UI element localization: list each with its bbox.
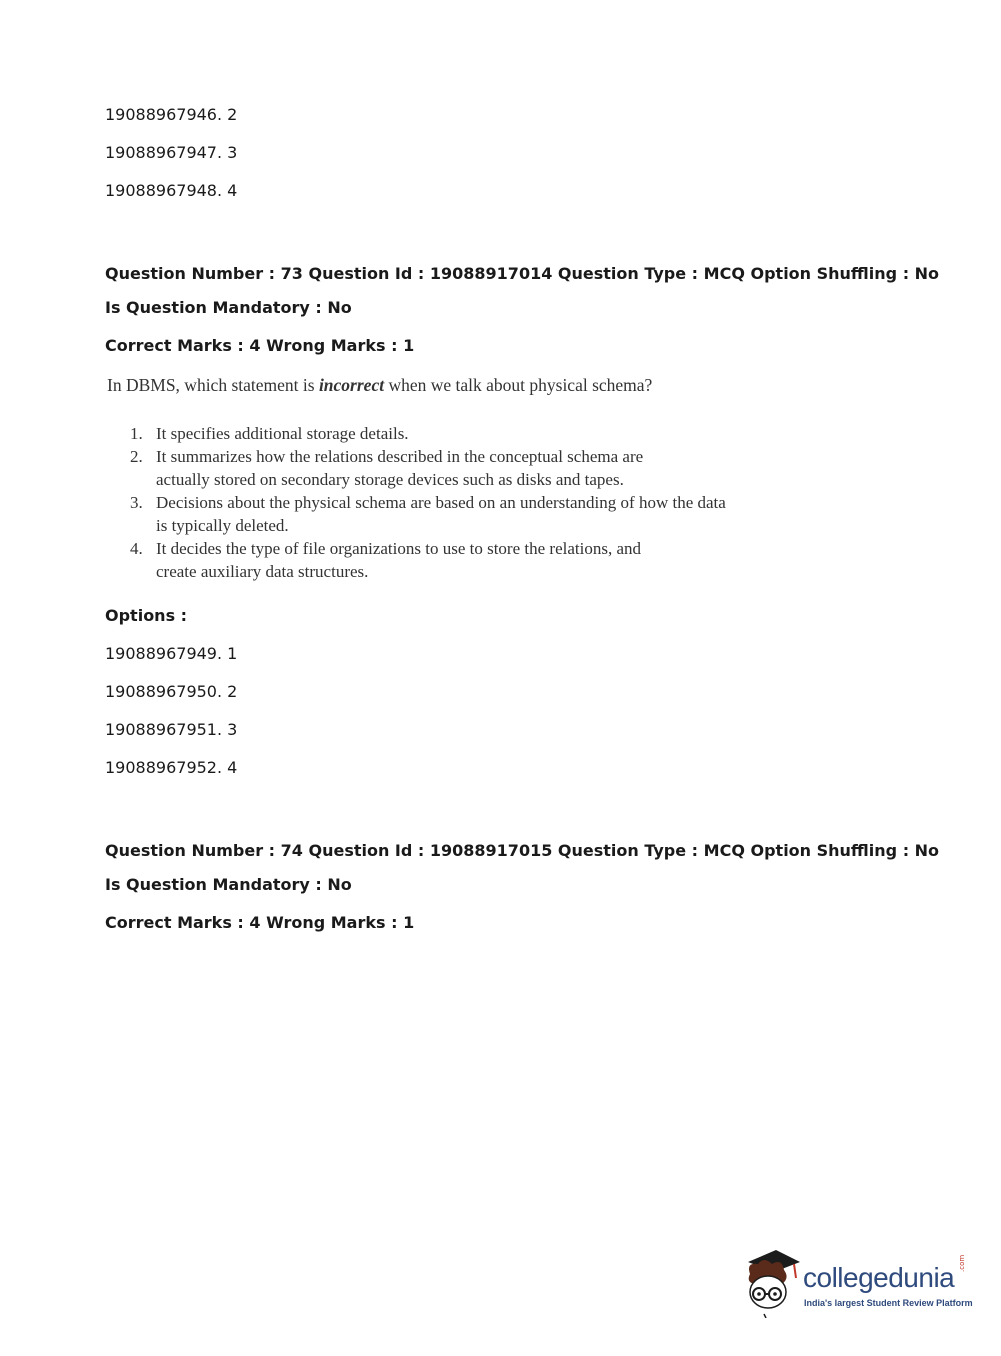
question-mandatory: Is Question Mandatory : No (105, 298, 352, 317)
statement-item: 1. It specifies additional storage details. (130, 424, 409, 443)
question-marks: Correct Marks : 4 Wrong Marks : 1 (105, 913, 415, 932)
question-stem: In DBMS, which statement is incorrect when we talk about physical schema? (107, 375, 653, 395)
option-line: 19088967949. 1 (105, 644, 238, 663)
option-line: 19088967947. 3 (105, 143, 238, 162)
question-header: Question Number : 73 Question Id : 19088917014 Question Type : MCQ Option Shuffling : No (105, 264, 940, 283)
question-header: Question Number : 74 Question Id : 19088917015 Question Type : MCQ Option Shuffling : No (105, 841, 940, 860)
statement-item: 4. It decides the type of file organizations to use to store the relations, and create auxiliary data structures. (130, 539, 641, 581)
mascot-icon (742, 1248, 802, 1318)
logo-wordmark: collegedunia (803, 1262, 955, 1293)
option-line: 19088967952. 4 (105, 758, 238, 777)
statement-item: 3. Decisions about the physical schema are based on an understanding of how the data is typically deleted. (130, 493, 726, 535)
options-label: Options : (105, 606, 188, 625)
question-mandatory: Is Question Mandatory : No (105, 875, 352, 894)
question-statement-list (130, 422, 730, 583)
option-line: 19088967948. 4 (105, 181, 238, 200)
option-line: 19088967951. 3 (105, 720, 238, 739)
statement-item: 2. It summarizes how the relations described in the conceptual schema are actually stored on secondary storage devices such as disks and tapes. (130, 447, 644, 489)
logo-tagline: India's largest Student Review Platform (804, 1298, 973, 1308)
option-line: 19088967950. 2 (105, 682, 238, 701)
option-line: 19088967946. 2 (105, 105, 238, 124)
emphasis-word: incorrect (318, 375, 385, 395)
logo-suffix: .com (958, 1254, 966, 1272)
collegedunia-logo (742, 1248, 972, 1318)
question-marks: Correct Marks : 4 Wrong Marks : 1 (105, 336, 415, 355)
